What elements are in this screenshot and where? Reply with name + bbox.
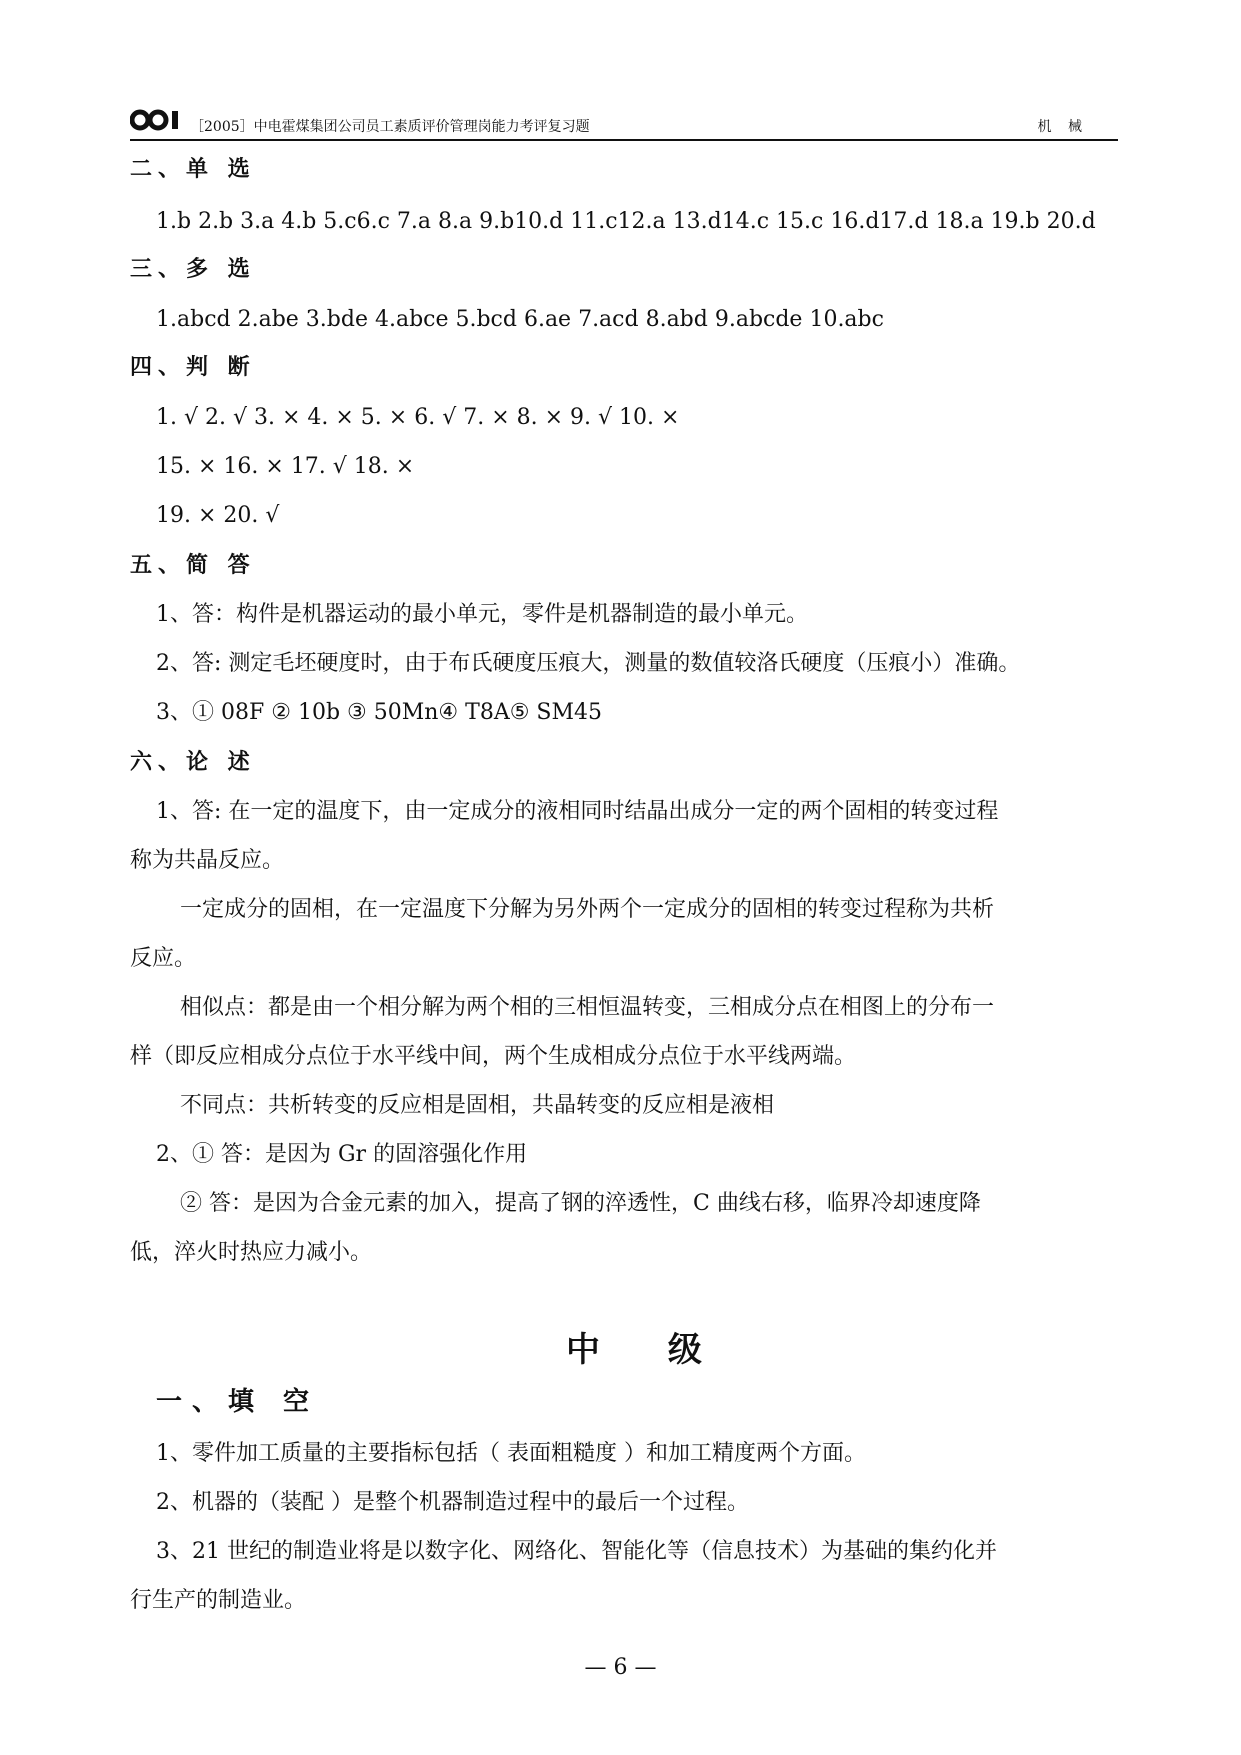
- text-line: 1.b 2.b 3.a 4.b 5.c6.c 7.a 8.a 9.b10.d 11.c12.a 13.d14.c 15.c 16.d17.d 18.a 19.b 20.d: [156, 209, 1096, 234]
- text-line: 1. √ 2. √ 3. × 4. × 5. × 6. √ 7. × 8. × 9. √ 10. ×: [156, 405, 680, 430]
- page-number: — 6 —: [584, 1655, 657, 1680]
- header-subject: 机 械: [1037, 119, 1088, 135]
- text-line: 相似点：都是由一个相分解为两个相的三相恒温转变，三相成分点在相图上的分布一: [180, 995, 995, 1020]
- text-line: 反应。: [130, 946, 197, 971]
- header-divider: [130, 139, 1118, 141]
- text-line: ② 答：是因为合金元素的加入，提高了钢的淬透性，C 曲线右移，临界冷却速度降: [180, 1191, 981, 1216]
- text-line: 称为共晶反应。: [130, 848, 285, 873]
- text-line: 2、答: 测定毛坯硬度时，由于布氏硬度压痕大，测量的数值较洛氏硬度（压痕小）准确。: [156, 651, 1021, 676]
- text-line: 19. × 20. √: [156, 503, 280, 528]
- text-line: 1、零件加工质量的主要指标包括（ 表面粗糙度 ）和加工精度两个方面。: [156, 1441, 866, 1466]
- text-line: 3、① 08F ② 10b ③ 50Mn④ T8A⑤ SM45: [156, 700, 603, 725]
- section-heading: 四、判 断: [130, 355, 256, 380]
- text-line: 2、机器的（装配 ）是整个机器制造过程中的最后一个过程。: [156, 1490, 749, 1515]
- text-line: 低，淬火时热应力减小。: [130, 1240, 373, 1265]
- section-heading: 三、多 选: [130, 257, 256, 282]
- section-heading: 六、论 述: [130, 750, 256, 775]
- text-line: 15. × 16. × 17. √ 18. ×: [156, 454, 415, 479]
- text-line: 1、答：构件是机器运动的最小单元，零件是机器制造的最小单元。: [156, 602, 808, 627]
- section-heading: 一、填 空: [156, 1387, 320, 1417]
- text-line: 1.abcd 2.abe 3.bde 4.abce 5.bcd 6.ae 7.acd 8.abd 9.abcde 10.abc: [156, 307, 884, 332]
- section-heading: 五、简 答: [130, 553, 256, 578]
- section-heading: 中 级: [566, 1330, 730, 1370]
- header-title: ［2005］中电霍煤集团公司员工素质评价管理岗能力考评复习题: [190, 119, 590, 135]
- text-line: 样（即反应相成分点位于水平线中间，两个生成相成分点位于水平线两端。: [130, 1044, 857, 1069]
- page-header: [130, 108, 1118, 140]
- text-line: 行生产的制造业。: [130, 1588, 307, 1613]
- text-line: 1、答: 在一定的温度下，由一定成分的液相同时结晶出成分一定的两个固相的转变过程: [156, 799, 999, 824]
- text-line: 不同点：共析转变的反应相是固相，共晶转变的反应相是液相: [180, 1093, 775, 1118]
- text-line: 2、① 答：是因为 Gr 的固溶强化作用: [156, 1142, 528, 1167]
- text-line: 3、21 世纪的制造业将是以数字化、网络化、智能化等（信息技术）为基础的集约化并: [156, 1539, 997, 1564]
- company-logo-icon: [130, 108, 182, 132]
- text-line: 一定成分的固相，在一定温度下分解为另外两个一定成分的固相的转变过程称为共析: [180, 897, 995, 922]
- section-heading: 二、单 选: [130, 157, 256, 182]
